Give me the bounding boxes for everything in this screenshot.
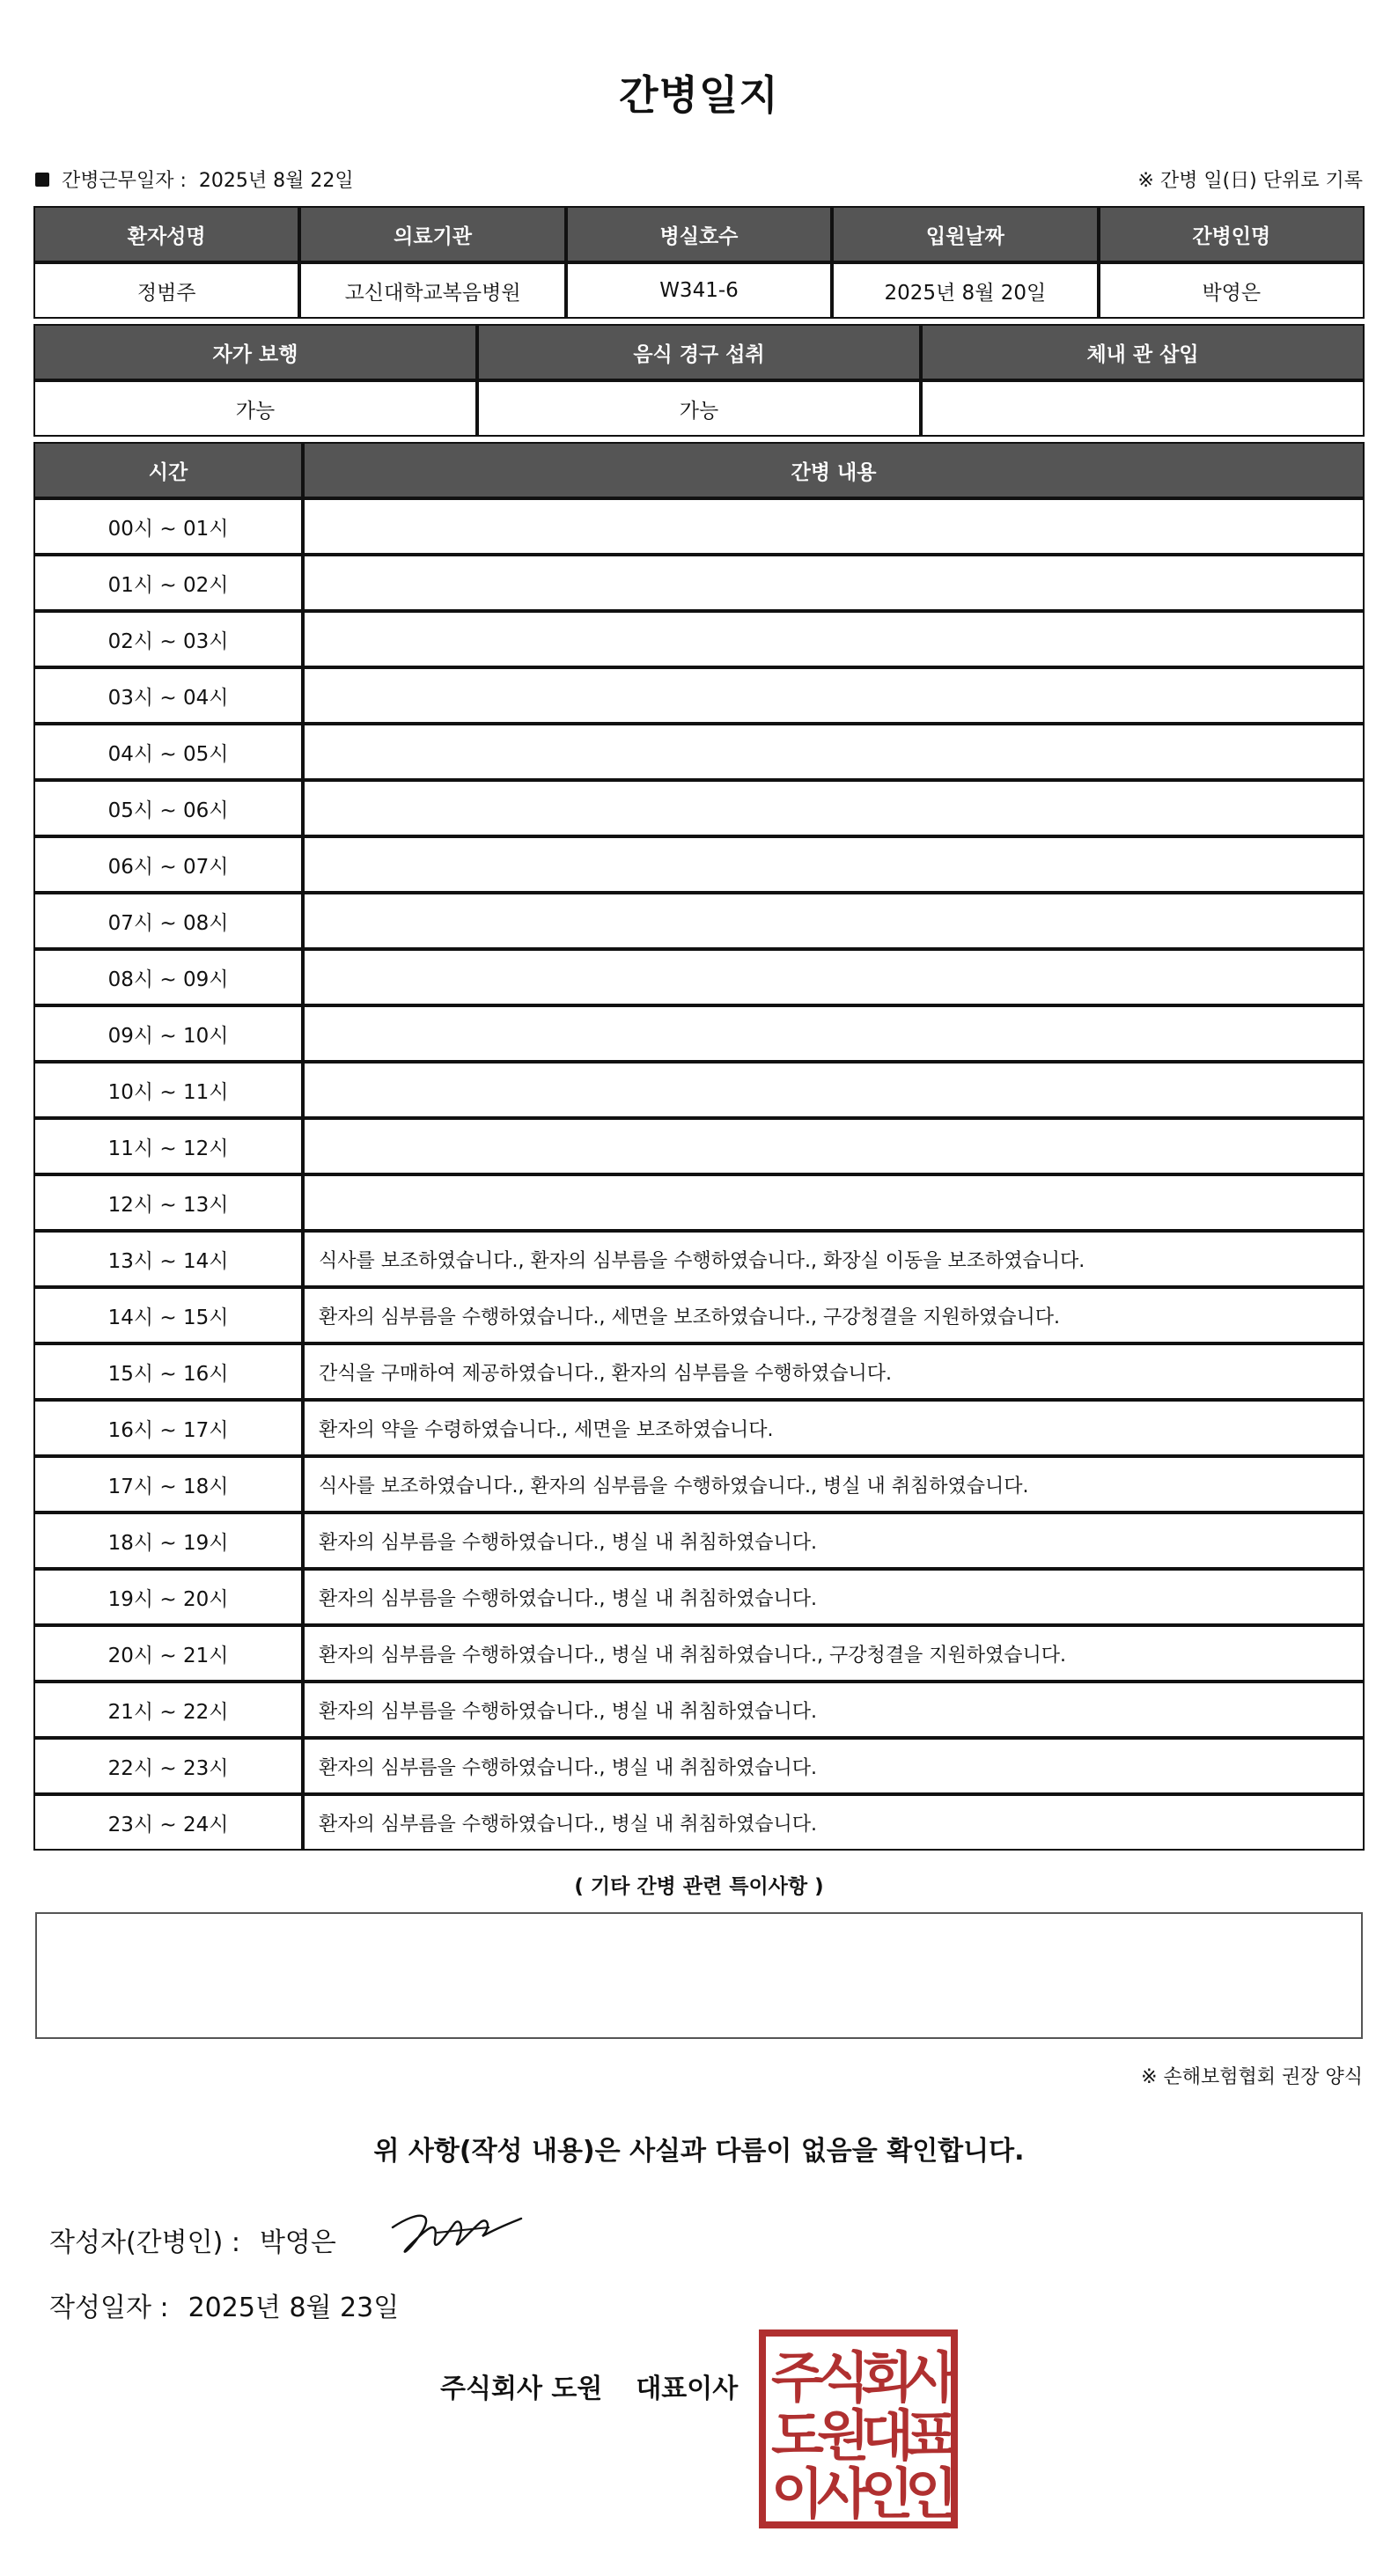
svg-text:표: 표 <box>905 2403 958 2468</box>
care-content <box>305 556 1363 609</box>
time-slot: 00시 ~ 01시 <box>35 500 301 553</box>
table-row <box>35 1007 1363 1060</box>
company-role: 대표이사 <box>636 2374 739 2404</box>
header-patient-name: 환자성명 <box>35 208 298 261</box>
caregiver-name: 박영은 <box>1100 264 1363 317</box>
page-title: 간병일지 <box>619 71 779 119</box>
time-slot: 02시 ~ 03시 <box>35 613 301 666</box>
table-row <box>35 1514 1363 1567</box>
time-slot: 10시 ~ 11시 <box>35 1064 301 1116</box>
svg-text:원: 원 <box>817 2403 870 2468</box>
svg-text:사: 사 <box>905 2345 958 2410</box>
table-row <box>35 1176 1363 1229</box>
time-slot: 22시 ~ 23시 <box>35 1740 301 1792</box>
care-content <box>305 1007 1363 1060</box>
care-content: 환자의 심부름을 수행하였습니다., 병실 내 취침하였습니다. <box>305 1571 1363 1623</box>
admission-date: 2025년 8월 20일 <box>834 264 1096 317</box>
tube-insertion-value <box>923 382 1363 435</box>
time-slot: 23시 ~ 24시 <box>35 1796 301 1849</box>
notes-content <box>37 1914 1361 1935</box>
care-content <box>305 951 1363 1004</box>
table-row <box>35 1740 1363 1792</box>
patient-name: 정범주 <box>35 264 298 317</box>
time-slot: 11시 ~ 12시 <box>35 1120 301 1173</box>
care-content: 식사를 보조하였습니다., 환자의 심부름을 수행하였습니다., 화장실 이동을 보조하였습니다. <box>305 1233 1363 1285</box>
written-date-label: 작성일자 : <box>49 2293 169 2323</box>
table-row <box>35 1796 1363 1849</box>
work-date-value: 2025년 8월 22일 <box>198 170 354 192</box>
header-oral-intake: 음식 경구 섭취 <box>479 326 919 379</box>
header-self-walking: 자가 보행 <box>35 326 475 379</box>
care-content: 환자의 심부름을 수행하였습니다., 병실 내 취침하였습니다. <box>305 1740 1363 1792</box>
time-slot: 15시 ~ 16시 <box>35 1345 301 1398</box>
care-log-table <box>32 440 1366 1852</box>
hospital: 고신대학교복음병원 <box>301 264 563 317</box>
header-room-number: 병실호수 <box>568 208 830 261</box>
time-slot: 21시 ~ 22시 <box>35 1683 301 1736</box>
form-recommendation-note: ※ 손해보험협회 권장 양식 <box>1141 2066 1363 2088</box>
table-row <box>35 1402 1363 1454</box>
care-content: 식사를 보조하였습니다., 환자의 심부름을 수행하였습니다., 병실 내 취침하였습니다. <box>305 1458 1363 1511</box>
writer-row <box>49 2220 336 2259</box>
svg-text:인: 인 <box>861 2462 914 2526</box>
table-row <box>35 1064 1363 1116</box>
time-slot: 06시 ~ 07시 <box>35 838 301 891</box>
time-slot: 03시 ~ 04시 <box>35 669 301 722</box>
header-caregiver-name: 간병인명 <box>1100 208 1363 261</box>
svg-text:사: 사 <box>817 2462 870 2526</box>
care-content: 환자의 심부름을 수행하였습니다., 병실 내 취침하였습니다. <box>305 1514 1363 1567</box>
table-row <box>35 556 1363 609</box>
time-slot: 16시 ~ 17시 <box>35 1402 301 1454</box>
company-seal-icon <box>759 2329 958 2528</box>
work-date-row <box>35 166 354 193</box>
time-slot: 12시 ~ 13시 <box>35 1176 301 1229</box>
time-slot: 17시 ~ 18시 <box>35 1458 301 1511</box>
care-content: 환자의 심부름을 수행하였습니다., 병실 내 취침하였습니다. <box>305 1796 1363 1849</box>
time-slot: 20시 ~ 21시 <box>35 1627 301 1680</box>
care-content: 환자의 약을 수령하였습니다., 세면을 보조하였습니다. <box>305 1402 1363 1454</box>
svg-text:주: 주 <box>771 2345 824 2410</box>
care-content <box>305 1176 1363 1229</box>
care-content <box>305 782 1363 835</box>
time-slot: 18시 ~ 19시 <box>35 1514 301 1567</box>
company-name: 주식회사 도원 <box>440 2374 603 2404</box>
table-row <box>35 500 1363 553</box>
table-row <box>35 1627 1363 1680</box>
time-slot: 08시 ~ 09시 <box>35 951 301 1004</box>
time-slot: 07시 ~ 08시 <box>35 894 301 947</box>
table-row <box>35 838 1363 891</box>
svg-text:대: 대 <box>861 2403 914 2468</box>
svg-text:식: 식 <box>817 2345 870 2410</box>
signature-icon <box>384 2201 525 2264</box>
table-row <box>35 1233 1363 1285</box>
written-date-value: 2025년 8월 23일 <box>188 2293 400 2323</box>
care-content <box>305 669 1363 722</box>
table-row <box>35 1120 1363 1173</box>
care-content <box>305 1064 1363 1116</box>
header-hospital: 의료기관 <box>301 208 563 261</box>
confirmation-statement: 위 사항(작성 내용)은 사실과 다름이 없음을 확인합니다. <box>373 2136 1025 2167</box>
svg-text:도: 도 <box>771 2403 824 2468</box>
table-row <box>35 1289 1363 1342</box>
written-date-row <box>49 2285 399 2324</box>
room-number: W341-6 <box>568 264 830 317</box>
svg-text:인: 인 <box>905 2462 958 2526</box>
table-row <box>35 1345 1363 1398</box>
table-row <box>35 669 1363 722</box>
writer-label: 작성자(간병인) : <box>49 2227 240 2258</box>
header-time: 시간 <box>35 444 301 497</box>
header-admission-date: 입원날짜 <box>834 208 1096 261</box>
table-row <box>35 1683 1363 1736</box>
self-walking-value: 가능 <box>35 382 475 435</box>
table-row <box>35 1571 1363 1623</box>
table-row <box>35 725 1363 778</box>
time-slot: 19시 ~ 20시 <box>35 1571 301 1623</box>
care-content: 간식을 구매하여 제공하였습니다., 환자의 심부름을 수행하였습니다. <box>305 1345 1363 1398</box>
care-content: 환자의 심부름을 수행하였습니다., 병실 내 취침하였습니다. <box>305 1683 1363 1736</box>
notes-title: ( 기타 간병 관련 특이사항 ) <box>574 1875 824 1898</box>
care-content: 환자의 심부름을 수행하였습니다., 병실 내 취침하였습니다., 구강청결을 지원하였습니다. <box>305 1627 1363 1680</box>
header-care-content: 간병 내용 <box>305 444 1363 497</box>
company-row <box>440 2366 738 2405</box>
patient-info-table <box>32 204 1366 320</box>
table-row <box>35 951 1363 1004</box>
care-content <box>305 500 1363 553</box>
time-slot: 14시 ~ 15시 <box>35 1289 301 1342</box>
record-unit-note: ※ 간병 일(日) 단위로 기록 <box>1137 170 1363 192</box>
notes-box <box>35 1912 1363 2039</box>
bullet-square-icon <box>35 173 49 187</box>
header-tube-insertion: 체내 관 삽입 <box>923 326 1363 379</box>
patient-status-table <box>32 322 1366 438</box>
table-row <box>35 894 1363 947</box>
table-row <box>35 1458 1363 1511</box>
time-slot: 13시 ~ 14시 <box>35 1233 301 1285</box>
svg-text:이: 이 <box>771 2462 824 2526</box>
care-content: 환자의 심부름을 수행하였습니다., 세면을 보조하였습니다., 구강청결을 지원하였습니다. <box>305 1289 1363 1342</box>
writer-name: 박영은 <box>259 2227 336 2258</box>
care-content <box>305 613 1363 666</box>
care-content <box>305 1120 1363 1173</box>
time-slot: 01시 ~ 02시 <box>35 556 301 609</box>
care-content <box>305 894 1363 947</box>
time-slot: 04시 ~ 05시 <box>35 725 301 778</box>
table-row <box>35 782 1363 835</box>
time-slot: 09시 ~ 10시 <box>35 1007 301 1060</box>
time-slot: 05시 ~ 06시 <box>35 782 301 835</box>
svg-text:회: 회 <box>861 2345 914 2410</box>
work-date-label: 간병근무일자 : <box>62 170 187 192</box>
oral-intake-value: 가능 <box>479 382 919 435</box>
care-content <box>305 725 1363 778</box>
care-content <box>305 838 1363 891</box>
table-row <box>35 613 1363 666</box>
